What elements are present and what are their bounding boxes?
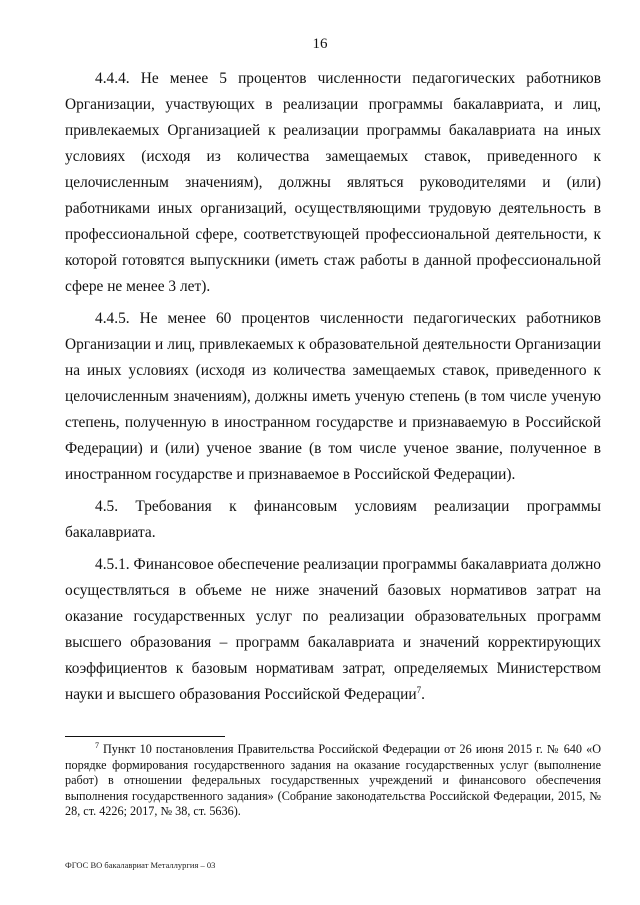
paragraph-4-5-1 xyxy=(65,552,601,708)
paragraph-4-5-1-text: 4.5.1. Финансовое обеспечение реализации программы бакалавриата должно осуществляться в объеме не ниже значений базовых нормативов затрат на оказание государственных услуг по реализации образовательных программ высшего образования – программ бакалавриата и значений корректирующих коэффициентов к базовым нормативам затрат, определяемых Министерством науки и высшего образования Российской Федерации xyxy=(65,556,601,703)
body-text xyxy=(65,66,601,714)
footnote-separator xyxy=(65,736,225,737)
footnote-7 xyxy=(65,742,601,820)
paragraph-4-4-4: 4.4.4. Не менее 5 процентов численности педагогических работников Организации, участвующих в реализации программы бакалавриата, и лиц, привлекаемых Организацией к реализации программы бакалавриата на иных условиях (исходя из количества замещаемых ставок, приведенного к целочисленным значениям), должны являться руководителями и (или) работниками иных организаций, осуществляющими трудовую деятельность в профессиональной сфере, соответствующей профессиональной деятельности, к которой готовятся выпускники (иметь стаж работы в данной профессиональной сфере не менее 3 лет). xyxy=(65,70,601,295)
footnote-reference[interactable]: 7 xyxy=(416,684,422,695)
page-number: 16 xyxy=(312,36,328,52)
page-footer: ФГОС ВО бакалавриат Металлургия – 03 xyxy=(65,860,216,870)
paragraph-4-4-5: 4.4.5. Не менее 60 процентов численности педагогических работников Организации и лиц, привлекаемых к образовательной деятельности Организации на иных условиях (исходя из количества замещаемых ставок, приведенного к целочисленным значениям), должны иметь ученую степень (в том числе ученую степень, полученную в иностранном государстве и признаваемую в Российской Федерации) и (или) ученое звание (в том числе ученое звание, полученное в иностранном государстве и признаваемое в Российской Федерации). xyxy=(65,310,601,483)
paragraph-4-5: 4.5. Требования к финансовым условиям реализации программы бакалавриата. xyxy=(65,498,601,541)
paragraph-4-5-1-tail: . xyxy=(421,686,425,703)
footnote-mark: 7 xyxy=(95,740,99,750)
footnote-text: Пункт 10 постановления Правительства Российской Федерации от 26 июня 2015 г. № 640 «О порядке формирования государственного задания на оказание государственных услуг (выполнение работ) в отношении федеральных государственных учреждений и финансового обеспечения выполнения государственного задания» (Собрание законодательства Российской Федерации, 2015, № 28, ст. 4226; 2017, № 38, ст. 5636). xyxy=(65,742,601,818)
